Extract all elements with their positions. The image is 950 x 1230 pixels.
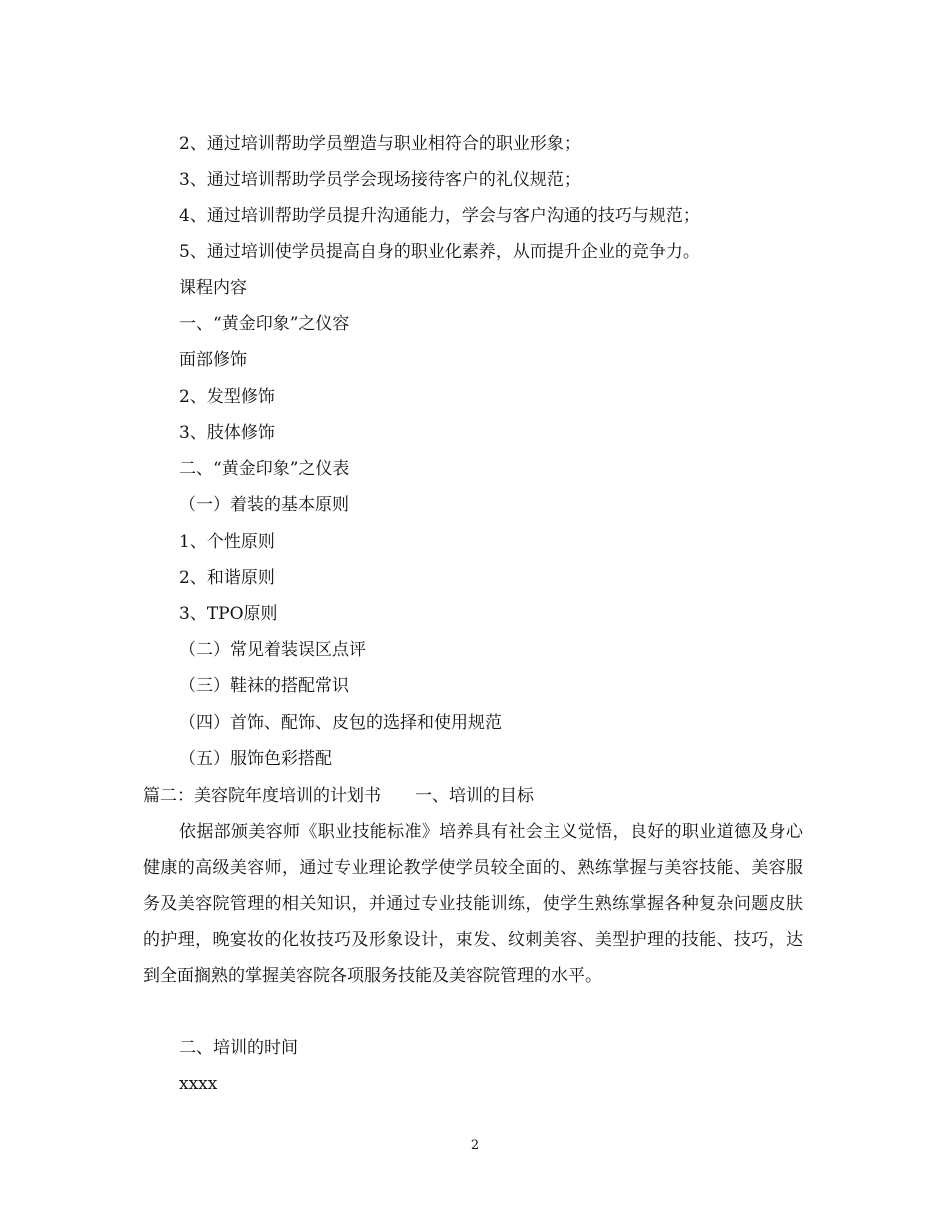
list-item: （一）着装的基本原则 — [179, 495, 349, 515]
body-paragraph: 依据部颁美容师《职业技能标准》培养具有社会主义觉悟，良好的职业道德及身心健康的高级美容师，通过专业理论教学使学员较全面的、熟练掌握与美容技能、美容服务及美容院管理的相关知识，并通过专业技能训练，使学生熟练掌握各种复杂问题皮肤的护理，晚宴妆的化妆技巧及形象设计，束发、纹刺美容、美型护理的技能、技巧，达到全面搁熟的掌握美容院各项服务技能及美容院管理的水平。 — [143, 822, 803, 986]
list-item: （四）首饰、配饰、皮包的选择和使用规范 — [179, 713, 502, 733]
section-heading-time: 二、培训的时间 — [179, 1038, 298, 1058]
goal-item-2: 2、通过培训帮助学员塑造与职业相符合的职业形象； — [179, 134, 581, 154]
list-item: （五）服饰色彩搭配 — [179, 749, 332, 769]
list-item: 面部修饰 — [179, 350, 247, 370]
goal-item-5: 5、通过培训使学员提高自身的职业化素养，从而提升企业的竞争力。 — [179, 242, 700, 262]
section-heading-attire: 二、“黄金印象”之仪表 — [179, 459, 350, 479]
list-item: 2、和谐原则 — [179, 568, 275, 588]
section-heading-appearance: 一、“黄金印象”之仪容 — [179, 314, 350, 334]
list-item: 1、个性原则 — [179, 532, 275, 552]
goal-item-3: 3、通过培训帮助学员学会现场接待客户的礼仪规范； — [179, 170, 581, 190]
section-heading-part-two: 篇二：美容院年度培训的计划书 一、培训的目标 — [143, 786, 534, 806]
goal-item-4: 4、通过培训帮助学员提升沟通能力，学会与客户沟通的技巧与规范； — [179, 206, 700, 226]
course-content-heading: 课程内容 — [179, 278, 247, 298]
list-item: （二）常见着装误区点评 — [179, 640, 366, 660]
list-item: 3、TPO原则 — [179, 604, 278, 624]
list-item: 3、肢体修饰 — [179, 423, 275, 443]
time-value: xxxx — [179, 1074, 218, 1094]
page-number: 2 — [470, 1138, 480, 1153]
list-item: （三）鞋袜的搭配常识 — [179, 676, 349, 696]
list-item: 2、发型修饰 — [179, 387, 275, 407]
